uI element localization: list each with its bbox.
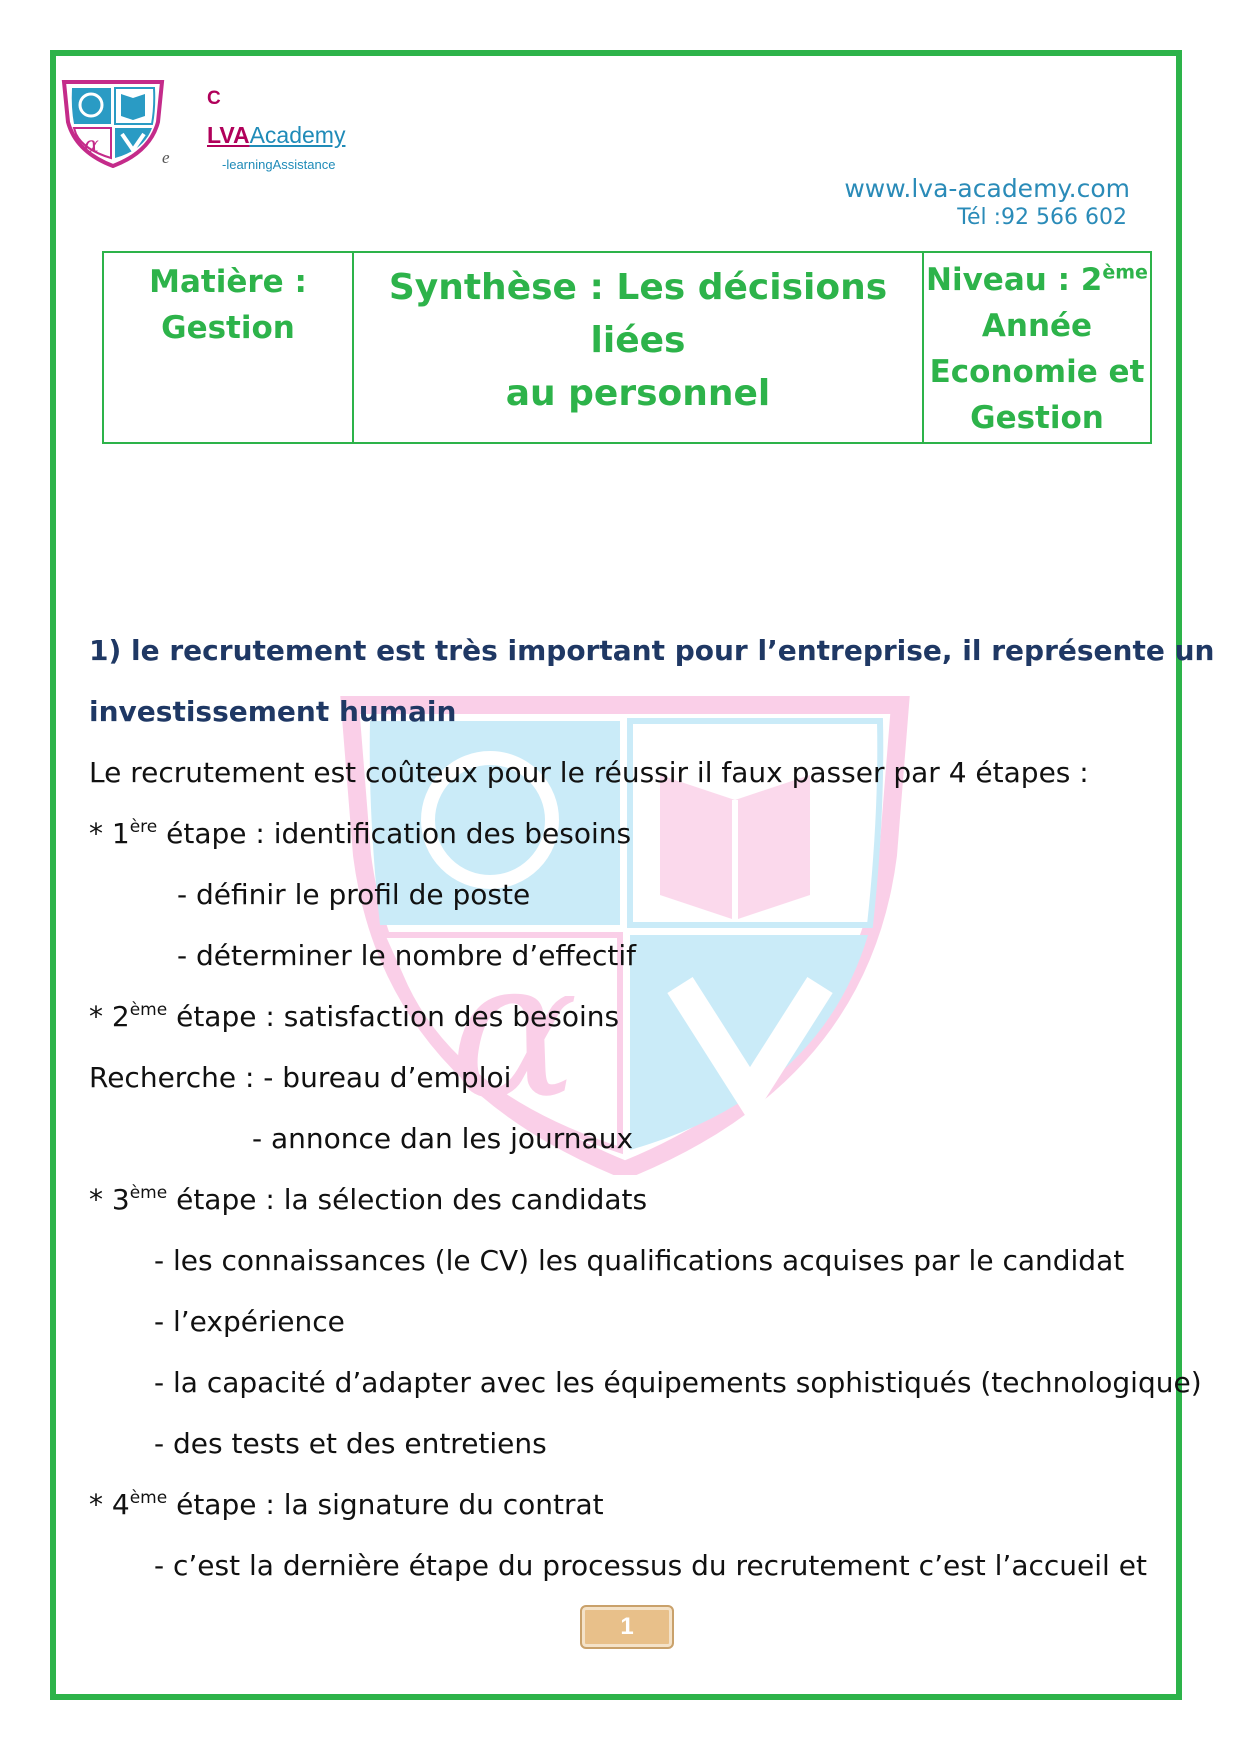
page-number-badge: 1 xyxy=(580,1605,674,1649)
shield-logo-icon xyxy=(60,78,166,168)
title-table xyxy=(102,251,1152,444)
document-title-line1: Synthèse : Les décisions liées xyxy=(388,267,888,361)
section-heading-line2: investissement humain xyxy=(89,695,457,728)
step-3-sup: ème xyxy=(129,1183,168,1203)
brand-letter-c: C xyxy=(207,88,221,109)
niveau-line2: Année xyxy=(981,308,1093,344)
document-body xyxy=(89,620,1215,1596)
step-1-prefix: * 1 xyxy=(89,817,130,850)
svg-text:α: α xyxy=(450,919,579,1140)
step-4 xyxy=(89,1474,1169,1535)
niveau-line3: Economie et xyxy=(929,354,1145,390)
step-3-text: étape : la sélection des candidats xyxy=(167,1183,648,1216)
document-title-cell xyxy=(353,252,923,443)
step-2-prefix: * 2 xyxy=(89,1000,130,1033)
matiere-value: Gestion xyxy=(161,310,295,346)
brand-tagline: -learningAssistance xyxy=(222,157,336,172)
phone-number: Tél :92 566 602 xyxy=(957,205,1127,230)
step-1-text: étape : identification des besoins xyxy=(157,817,632,850)
list-item: - la capacité d’adapter avec les équipements sophistiqués (technologique) xyxy=(154,1366,1202,1399)
list-item: - des tests et des entretiens xyxy=(154,1427,547,1460)
intro-paragraph: Le recrutement est coûteux pour le réussir il faux passer par 4 étapes : xyxy=(89,756,1089,789)
brand-academy: Academy xyxy=(249,122,346,148)
niveau-cell xyxy=(923,252,1151,443)
step-4-text: étape : la signature du contrat xyxy=(167,1488,604,1521)
brand-lva: LVA xyxy=(207,122,250,148)
list-item: Recherche : - bureau d’emploi xyxy=(89,1061,512,1094)
section-heading-line1: 1) le recrutement est très important pour l’entreprise, il représente un xyxy=(89,634,1215,667)
niveau-label xyxy=(925,257,1149,303)
step-1-sup: ère xyxy=(129,817,158,837)
brand-letter-e: e xyxy=(162,148,170,167)
niveau-sup: ème xyxy=(1102,261,1148,284)
step-3 xyxy=(89,1169,1169,1230)
step-2-text: étape : satisfaction des besoins xyxy=(167,1000,620,1033)
website-link[interactable]: www.lva-academy.com xyxy=(844,174,1130,203)
list-item: - définir le profil de poste xyxy=(177,878,531,911)
matiere-label: Matière : xyxy=(149,264,307,300)
step-3-prefix: * 3 xyxy=(89,1183,130,1216)
step-2 xyxy=(89,986,1169,1047)
matiere-cell xyxy=(103,252,353,443)
step-2-sup: ème xyxy=(129,1000,168,1020)
list-item: - c’est la dernière étape du processus du recrutement c’est l’accueil et xyxy=(154,1549,1147,1582)
document-title-line2: au personnel xyxy=(505,373,771,414)
step-1 xyxy=(89,803,1169,864)
step-4-sup: ème xyxy=(129,1488,168,1508)
brand-name xyxy=(207,122,345,149)
list-item: - déterminer le nombre d’effectif xyxy=(177,939,636,972)
list-item: - annonce dan les journaux xyxy=(252,1122,634,1155)
list-item: - les connaissances (le CV) les qualifications acquises par le candidat xyxy=(154,1244,1125,1277)
niveau-line4: Gestion xyxy=(970,400,1104,436)
list-item: - l’expérience xyxy=(154,1305,345,1338)
niveau-label-text: Niveau : 2 xyxy=(926,262,1103,298)
step-4-prefix: * 4 xyxy=(89,1488,130,1521)
svg-text:α: α xyxy=(84,133,99,158)
